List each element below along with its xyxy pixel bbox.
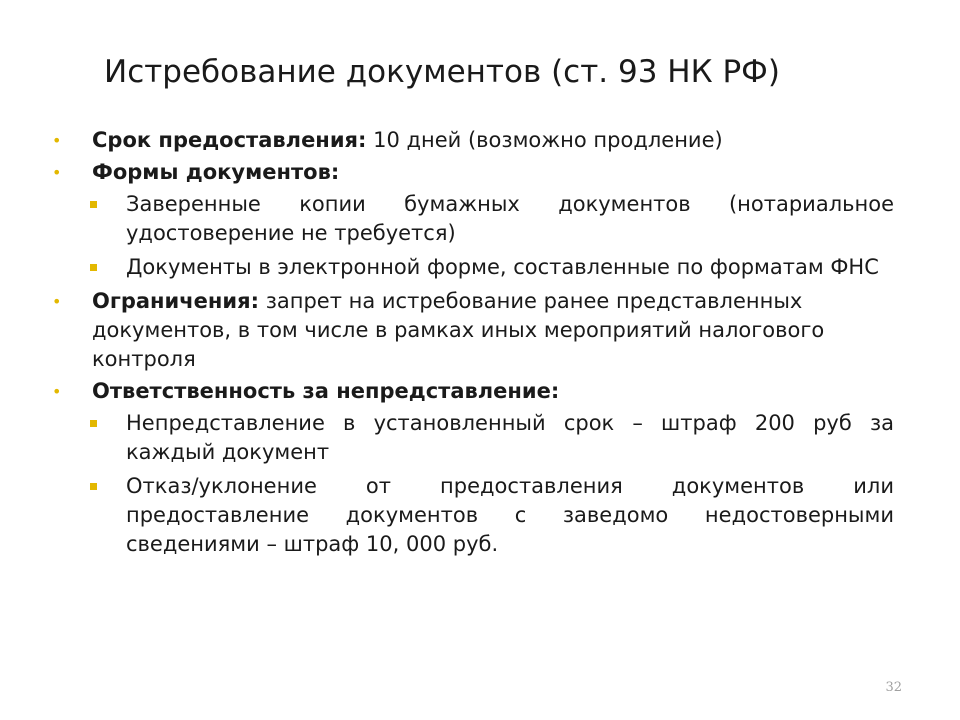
bullet-icon: • xyxy=(52,382,62,401)
sub-bullet-text: Непредставление в установленный срок – штраф 200 руб за каждый документ xyxy=(126,411,894,464)
square-bullet-icon xyxy=(90,420,97,427)
page-number: 32 xyxy=(885,680,902,695)
bullet-list xyxy=(52,126,894,564)
bullet-text: запрет на истребование ранее представленных документов, в том числе в рамках иных мероприятий налогового контроля xyxy=(92,289,825,371)
bullet-heading: Формы документов: xyxy=(92,160,340,184)
bullet-icon: • xyxy=(52,131,62,150)
bullet-item-liability xyxy=(52,377,894,406)
square-bullet-icon xyxy=(90,264,97,271)
sub-bullet-item xyxy=(52,190,894,248)
bullet-item-restrictions xyxy=(52,287,894,374)
square-bullet-icon xyxy=(90,483,97,490)
bullet-text: 10 дней (возможно продление) xyxy=(366,128,723,152)
sub-bullet-text: Документы в электронной форме, составленные по форматам ФНС xyxy=(126,255,879,279)
sub-bullet-text: Отказ/уклонение от предоставления документов или предоставление документов с заведомо недостоверными сведениями – штраф 10, 000 руб. xyxy=(126,474,894,556)
sub-bullet-item xyxy=(52,409,894,467)
bullet-heading: Ответственность за непредставление: xyxy=(92,379,560,403)
bullet-item-deadline xyxy=(52,126,894,155)
bullet-icon: • xyxy=(52,292,62,311)
bullet-heading: Срок предоставления: xyxy=(92,128,367,152)
sub-bullet-item xyxy=(52,472,894,559)
bullet-item-forms xyxy=(52,158,894,187)
bullet-heading: Ограничения: xyxy=(92,289,260,313)
bullet-icon: • xyxy=(52,163,62,182)
slide-title: Истребование документов (ст. 93 НК РФ) xyxy=(104,54,780,90)
square-bullet-icon xyxy=(90,201,97,208)
sub-bullet-item xyxy=(52,253,894,282)
sub-bullet-text: Заверенные копии бумажных документов (нотариальное удостоверение не требуется) xyxy=(126,192,894,245)
